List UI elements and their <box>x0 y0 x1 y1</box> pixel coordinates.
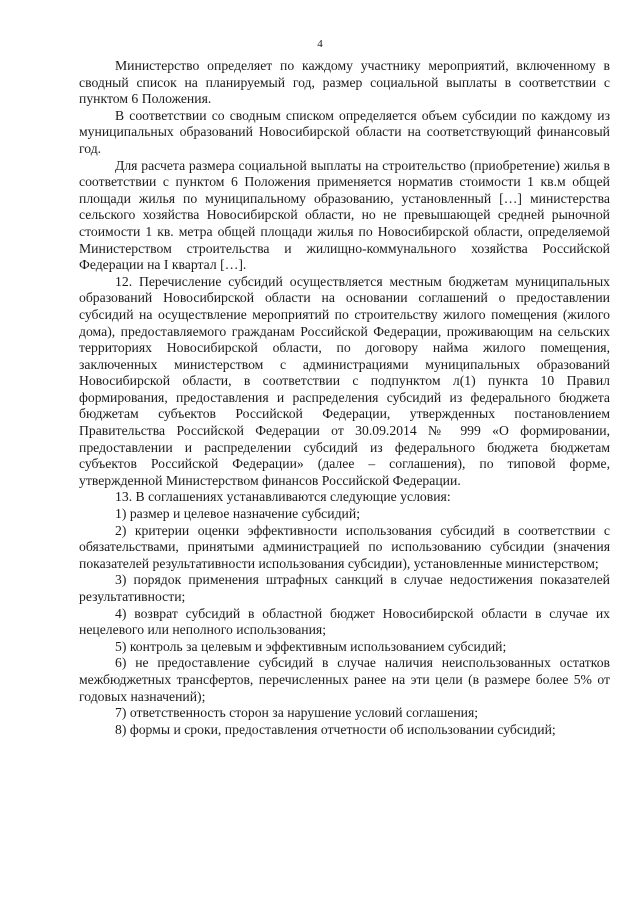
list-item: 5) контроль за целевым и эффективным использованием субсидий; <box>115 638 507 654</box>
document-body <box>79 58 610 738</box>
list-item: 4) возврат субсидий в областной бюджет Новосибирской области в случае их нецелевого или неполного использования; <box>79 605 610 638</box>
paragraph: Для расчета размера социальной выплаты на строительство (приобретение) жилья в соответствии с пунктом 6 Положения применяется норматив стоимости 1 кв.м общей площади жилья по муниципальному образованию, установленный […] министерства сельского хозяйства Новосибирской области, но не превышающей средней рыночной стоимости 1 кв. метра общей площади жилья по Новосибирской области, определяемой Министерством строительства и жилищно-коммунального хозяйства Российской Федерации на I квартал […]. <box>79 157 610 273</box>
paragraph: 13. В соглашениях устанавливаются следующие условия: <box>115 489 451 505</box>
list-item: 7) ответственность сторон за нарушение условий соглашения; <box>115 705 479 721</box>
paragraph: Министерство определяет по каждому участнику мероприятий, включенному в сводный список на планируемый год, размер социальной выплаты в соответствии с пунктом 6 Положения. <box>79 58 610 107</box>
list-item: 2) критерии оценки эффективности использования субсидий в соответствии с обязательствами, принятыми администрацией по использованию субсидии (значения показателей результативности использования субсидии), установленные министерством; <box>79 522 610 571</box>
list-item: 3) порядок применения штрафных санкций в случае недостижения показателей результативности; <box>79 572 610 604</box>
page-number: 4 <box>317 38 323 50</box>
list-item: 8) формы и сроки, предоставления отчетности об использовании субсидий; <box>115 721 556 737</box>
list-item: 1) размер и целевое назначение субсидий; <box>115 506 360 522</box>
list-item: 6) не предоставление субсидий в случае наличия неиспользованных остатков межбюджетных трансфертов, перечисленных ранее на эти цели (в размере более 5% от годовых назначений); <box>79 655 610 704</box>
paragraph: В соответствии со сводным списком определяется объем субсидии по каждому из муниципальных образований Новосибирской области на соответствующий финансовый год. <box>79 107 610 156</box>
paragraph: 12. Перечисление субсидий осуществляется местным бюджетам муниципальных образований Новосибирской области на основании соглашений о предоставлении субсидий на осуществление мероприятий по строительству жилого помещения (жилого дома), предоставляемого гражданам Российской Федерации, проживающим на сельских территориях Новосибирской области, по договору найма жилого помещения, заключенных министерством с администрациями муниципальных образований Новосибирской области, в соответствии с подпунктом л(1) пункта 10 Правил формирования, предоставления и распределения субсидий из федерального бюджета бюджетам субъектов Российской Федерации, утвержденных постановлением Правительства Российской Федерации от 30.09.2014 № 999 «О формировании, предоставлении и распределении субсидий из федерального бюджета бюджетам субъектов Российской Федерации» (далее – соглашения), по типовой форме, утвержденной Министерством финансов Российской Федерации. <box>79 273 610 488</box>
